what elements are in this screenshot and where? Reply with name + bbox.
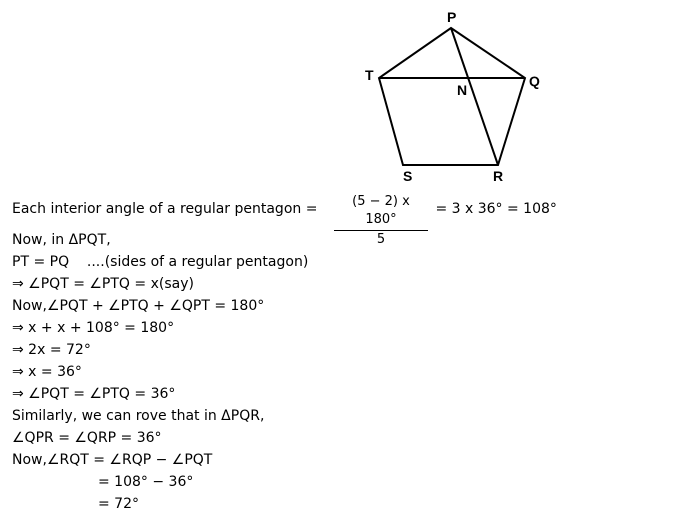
solution-line-indented: = 72° [98, 496, 139, 512]
solution-line: ⇒ ∠PQT = ∠PTQ = 36° [12, 386, 176, 402]
solution-line: ⇒ ∠PQT = ∠PTQ = x(say) [12, 276, 194, 292]
solution-line: Now,∠PQT + ∠PTQ + ∠QPT = 180° [12, 298, 265, 314]
vertex-label-R: R [493, 168, 504, 184]
solution-line: ⇒ 2x = 72° [12, 342, 91, 358]
point-label-N: N [457, 82, 468, 98]
vertex-label-P: P [447, 9, 457, 25]
interior-angle-result: = 3 x 36° = 108° [431, 201, 557, 217]
pentagon-figure [0, 0, 696, 190]
vertex-label-T: T [365, 67, 374, 83]
vertex-label-Q: Q [529, 73, 540, 89]
solution-line: Now,∠RQT = ∠RQP − ∠PQT [12, 452, 213, 468]
fraction-numerator: (5 − 2) x 180° [334, 193, 428, 231]
solution-line: ∠QPR = ∠QRP = 36° [12, 430, 162, 446]
solution-line: Now, in ΔPQT, [12, 232, 111, 248]
interior-angle-text: Each interior angle of a regular pentagon = [12, 201, 322, 217]
pentagon-outline [379, 28, 525, 165]
solution-line: ⇒ x = 36° [12, 364, 82, 380]
vertex-label-S: S [403, 168, 413, 184]
solution-line-indented: = 108° − 36° [98, 474, 194, 490]
fraction [334, 193, 428, 249]
solution-line: PT = PQ ....(sides of a regular pentagon) [12, 254, 309, 270]
solution-line: Similarly, we can rove that in ΔPQR, [12, 408, 265, 424]
fraction-denominator: 5 [376, 232, 386, 247]
solution-line: ⇒ x + x + 108° = 180° [12, 320, 175, 336]
